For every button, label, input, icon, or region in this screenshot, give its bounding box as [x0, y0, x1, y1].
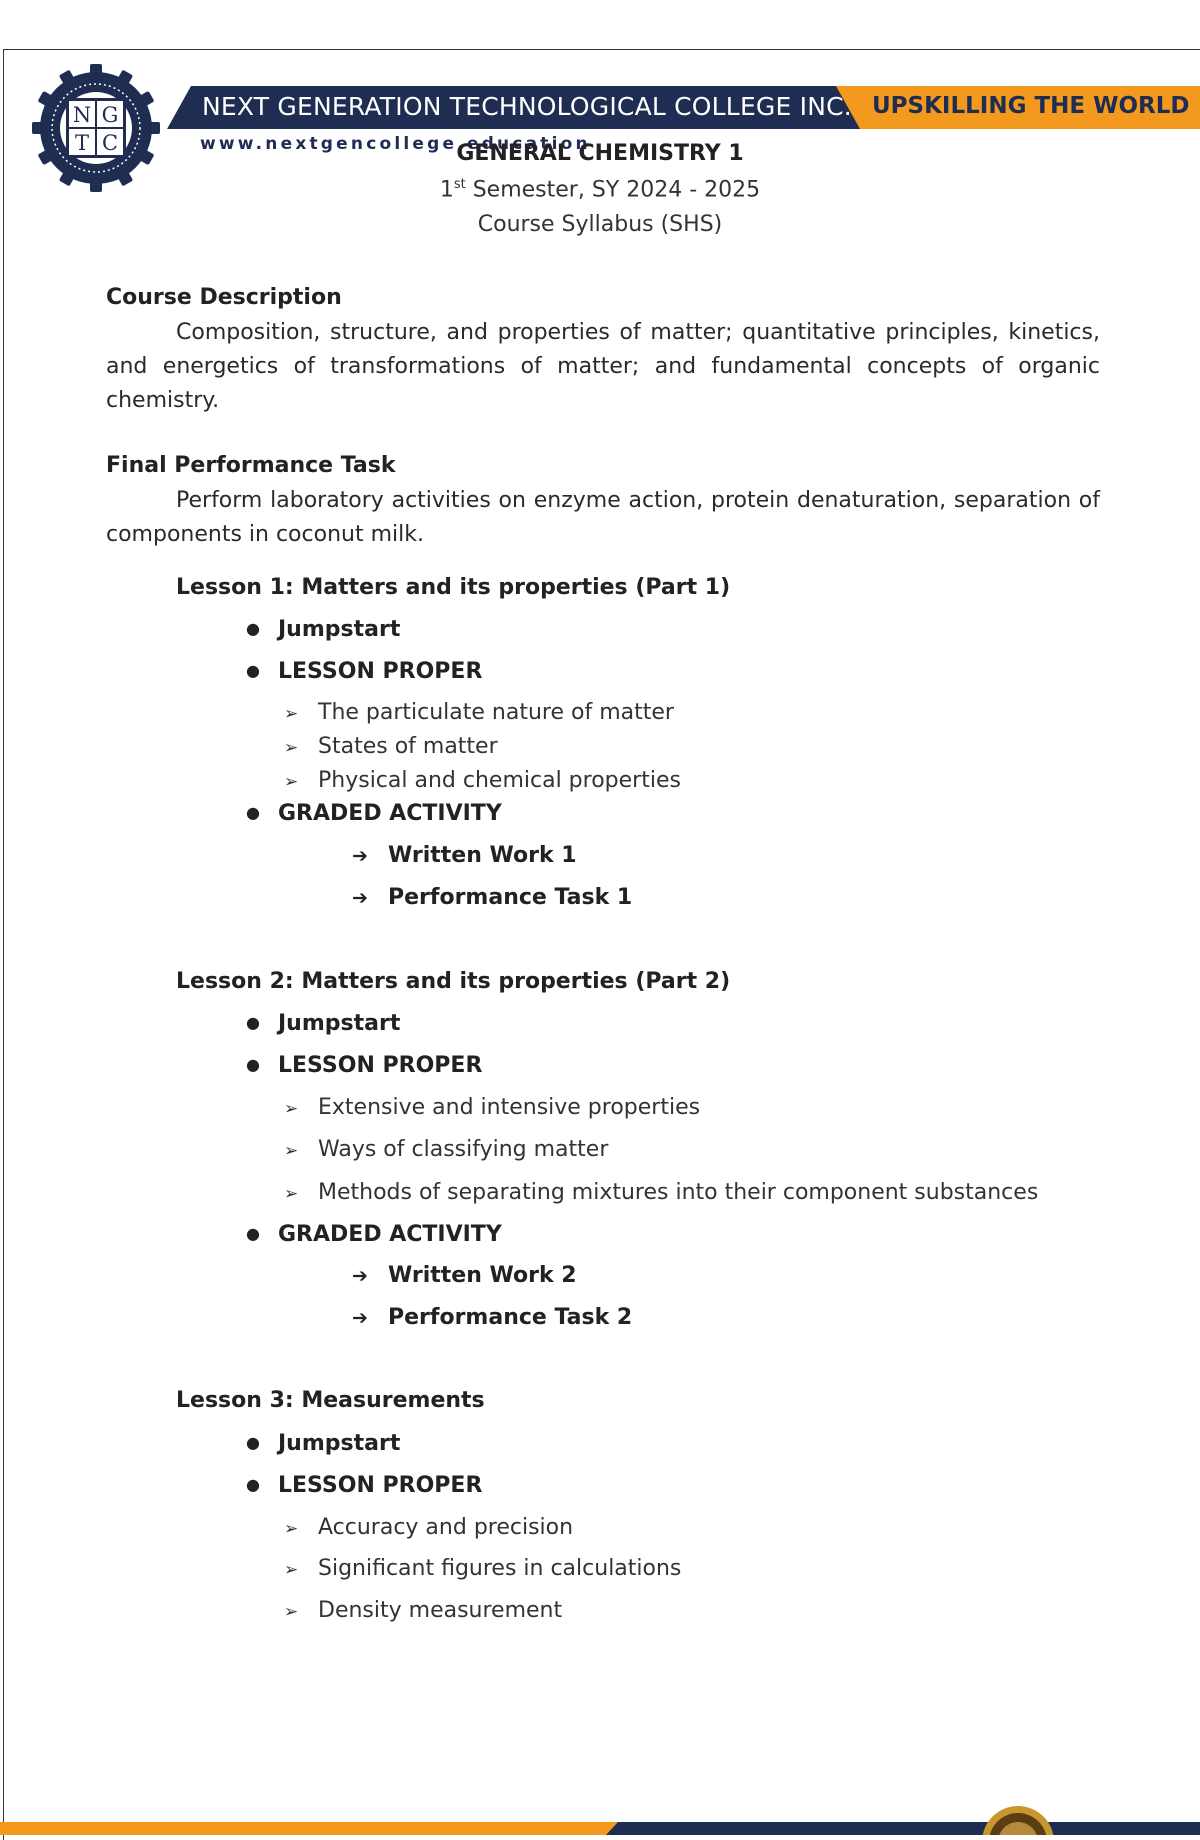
lesson-2-task [352, 1305, 632, 1330]
lesson-2-topic [284, 1180, 1038, 1205]
arrowhead-icon: ➢ [284, 772, 299, 792]
logo-letter-t: T [74, 131, 90, 155]
logo-letter-n: N [72, 103, 92, 127]
lesson-3-lesson-proper: ● LESSON PROPER [246, 1473, 482, 1498]
arrowhead-icon: ➢ [284, 738, 299, 758]
task-label: Performance Task 1 [388, 885, 633, 910]
college-logo-icon [32, 64, 160, 192]
semester-line [0, 177, 1200, 202]
lesson-2-topic [284, 1095, 700, 1120]
college-tagline: UPSKILLING THE WORLD [872, 93, 1190, 119]
course-title: GENERAL CHEMISTRY 1 [456, 141, 744, 166]
syllabus-label: Course Syllabus (SHS) [477, 212, 723, 237]
arrow-right-icon: ➔ [352, 887, 368, 909]
arrowhead-icon: ➢ [284, 1184, 299, 1204]
lesson-1-topic [284, 700, 674, 725]
lesson-1-lesson-proper: ● LESSON PROPER [246, 659, 482, 684]
arrow-right-icon: ➔ [352, 845, 368, 867]
lesson-2-topic [284, 1137, 608, 1162]
logo-letter-g: G [101, 103, 119, 127]
arrowhead-icon: ➢ [284, 1519, 299, 1539]
arrowhead-icon: ➢ [284, 1141, 299, 1161]
college-name: NEXT GENERATION TECHNOLOGICAL COLLEGE INC. [202, 92, 852, 121]
semester-text: Semester, SY 2024 - 2025 [465, 177, 761, 203]
arrow-right-icon: ➔ [352, 1265, 368, 1287]
lesson-2-title: Lesson 2: Matters and its properties (Part 2) [176, 969, 731, 994]
lesson-1-graded-activity: ● GRADED ACTIVITY [246, 801, 502, 826]
lesson-3-topic [284, 1515, 573, 1540]
arrowhead-icon: ➢ [284, 1560, 299, 1580]
final-task-text: Perform laboratory activities on enzyme action, protein denaturation, separation of components in coconut milk. [106, 488, 1100, 547]
topic-label: Density measurement [318, 1598, 563, 1623]
arrowhead-icon: ➢ [284, 1602, 299, 1622]
topic-label: Ways of classifying matter [318, 1137, 609, 1162]
lesson-1-topic [284, 768, 681, 793]
topic-label: Extensive and intensive properties [318, 1095, 701, 1120]
college-website: www.nextgencollege.education [200, 134, 591, 154]
task-label: Performance Task 2 [388, 1305, 633, 1330]
semester-number: 1 [439, 177, 454, 203]
semester-ordinal: st [453, 177, 466, 192]
topic-label: Significant figures in calculations [318, 1556, 682, 1581]
final-task-heading: Final Performance Task [106, 453, 396, 478]
task-label: Written Work 1 [388, 843, 577, 868]
lesson-1-task [352, 885, 632, 910]
course-description-heading: Course Description [106, 285, 342, 310]
lesson-2-lesson-proper: ● LESSON PROPER [246, 1053, 482, 1078]
course-description-text: Composition, structure, and properties of matter; quantitative principles, kinetics, and energetics of transformations of matter; and fundamental concepts of organic chemistry. [106, 320, 1100, 413]
arrowhead-icon: ➢ [284, 704, 299, 724]
lesson-3-jumpstart: ● Jumpstart [246, 1431, 400, 1456]
lesson-3-topic [284, 1556, 681, 1581]
lesson-2-jumpstart: ● Jumpstart [246, 1011, 400, 1036]
task-label: Written Work 2 [388, 1263, 577, 1288]
arrowhead-icon: ➢ [284, 1099, 299, 1119]
logo-letter-c: C [101, 131, 119, 155]
topic-label: Methods of separating mixtures into their component substances [318, 1180, 1039, 1205]
seal-icon [980, 1804, 1056, 1835]
lesson-2-graded-activity: ● GRADED ACTIVITY [246, 1222, 502, 1247]
topic-label: The particulate nature of matter [318, 700, 674, 725]
topic-label: States of matter [318, 734, 498, 759]
footer-band-navy [606, 1822, 1200, 1835]
lesson-1-task [352, 843, 577, 868]
lesson-1-topic [284, 734, 498, 759]
arrow-right-icon: ➔ [352, 1307, 368, 1329]
lesson-1-jumpstart: ● Jumpstart [246, 617, 400, 642]
lesson-2-task [352, 1263, 577, 1288]
lesson-3-title: Lesson 3: Measurements [176, 1388, 485, 1413]
lesson-3-topic [284, 1598, 562, 1623]
lesson-1-title: Lesson 1: Matters and its properties (Part 1) [176, 575, 731, 600]
topic-label: Physical and chemical properties [318, 768, 681, 793]
topic-label: Accuracy and precision [318, 1515, 574, 1540]
